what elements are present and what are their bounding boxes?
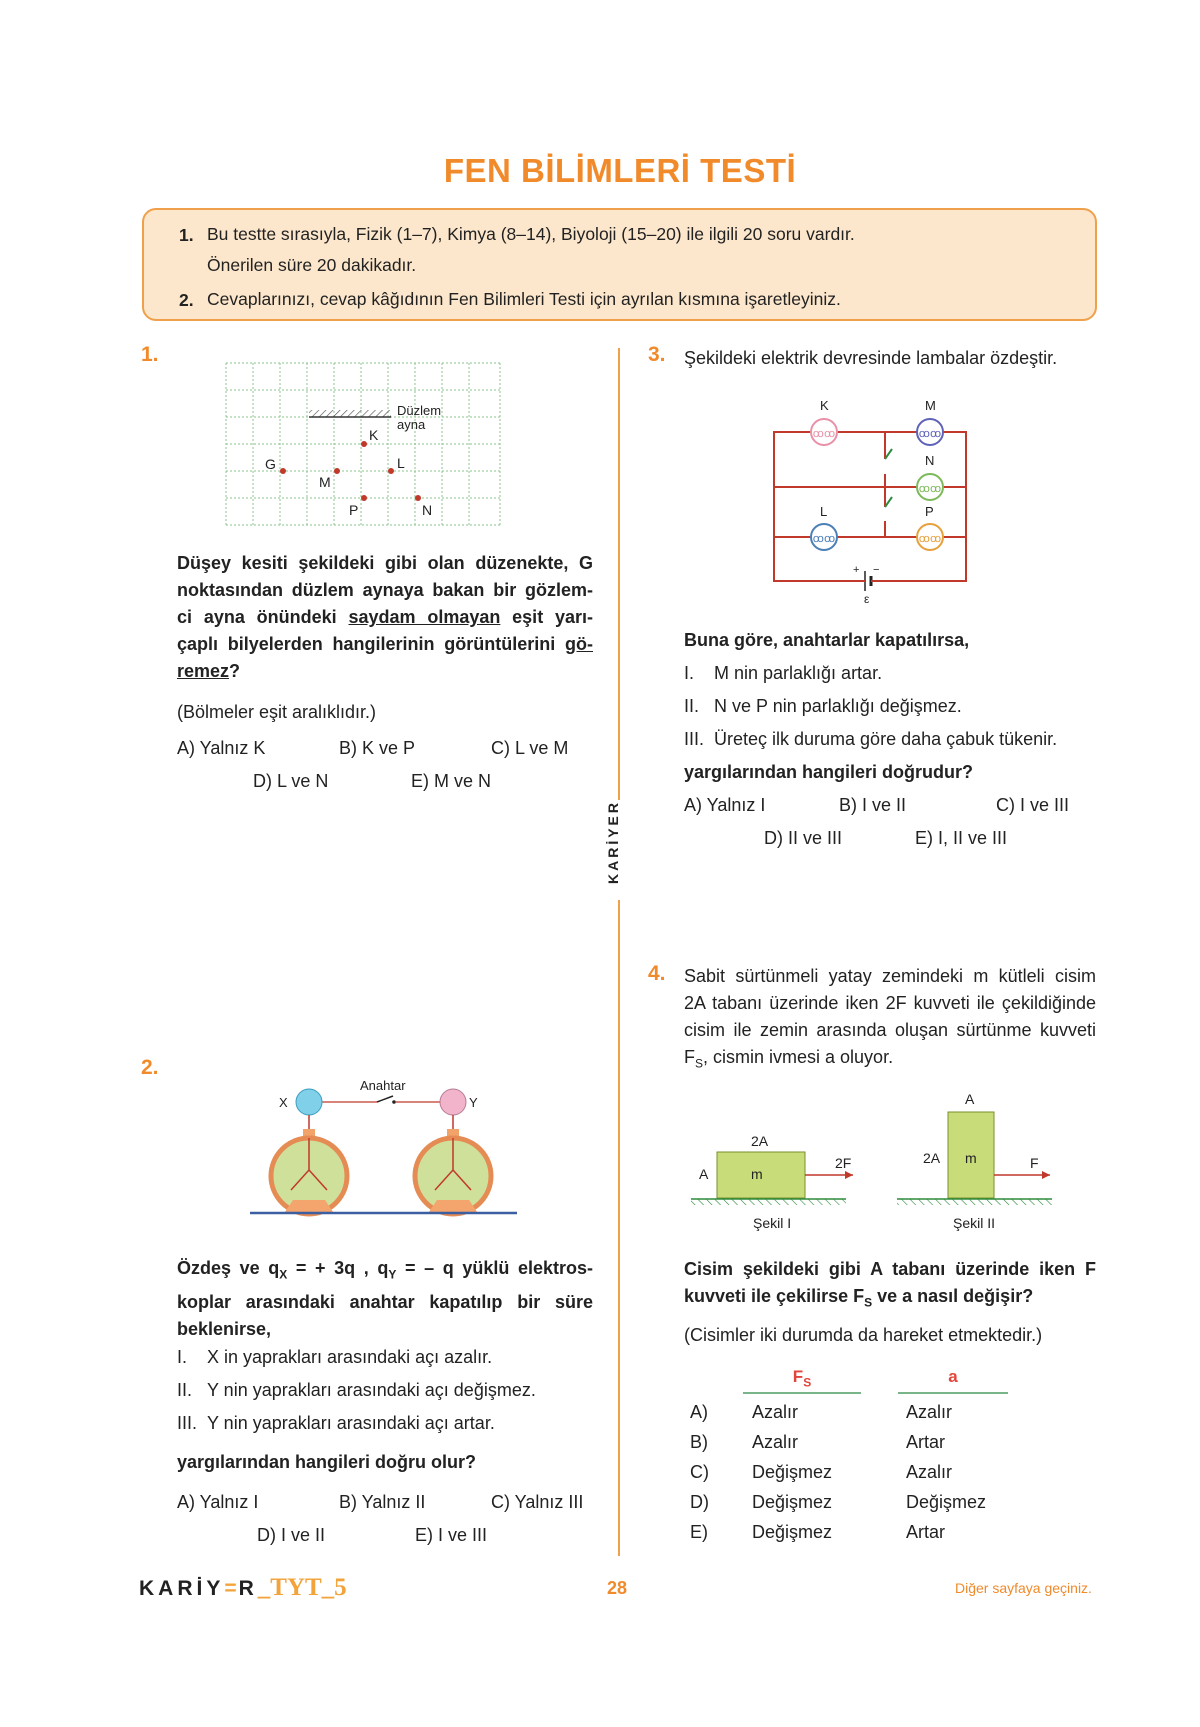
statement: I. X in yaprakları arasındaki açı azalır.	[177, 1347, 493, 1367]
answer-option[interactable]: B) I ve II	[839, 795, 907, 815]
question-note: (Bölmeler eşit aralıklıdır.)	[177, 702, 377, 722]
answer-option[interactable]: A) Yalnız K	[177, 738, 266, 758]
answer-option[interactable]: A) Yalnız I	[684, 795, 766, 815]
point-label: L	[397, 455, 405, 471]
svg-text:2F: 2F	[835, 1155, 852, 1171]
statement: I. M nin parlaklığı artar.	[684, 663, 883, 683]
question-number: 4.	[648, 962, 666, 985]
electroscope-figure	[245, 1072, 525, 1232]
table-row[interactable]: D) Değişmez Değişmez	[690, 1492, 987, 1512]
lamp-label: M	[925, 398, 936, 413]
svg-text:m: m	[965, 1150, 977, 1166]
header-underline	[743, 1392, 861, 1394]
figure-2	[897, 1091, 1052, 1231]
table-row[interactable]: E) Değişmez Artar	[690, 1522, 946, 1542]
ball-K	[361, 441, 367, 447]
answer-table	[690, 1397, 1090, 1547]
svg-text:2A: 2A	[923, 1150, 941, 1166]
lamp-N	[917, 474, 943, 500]
svg-text:ε: ε	[864, 592, 870, 605]
answer-option[interactable]: B) Yalnız II	[339, 1492, 426, 1512]
answer-option[interactable]: D) II ve III	[764, 828, 843, 848]
switch-lower	[885, 497, 892, 507]
point-label: K	[369, 427, 379, 443]
answer-option[interactable]: C) Yalnız III	[491, 1492, 584, 1512]
statement: II. Y nin yaprakları arasındaki açı değişmez.	[177, 1380, 536, 1400]
svg-text:A: A	[699, 1166, 709, 1182]
question-number: 2.	[141, 1056, 159, 1079]
figure-1	[691, 1133, 853, 1231]
table-row[interactable]: C) Değişmez Azalır	[690, 1462, 953, 1482]
instruction-text: Önerilen süre 20 dakikadır.	[207, 255, 417, 275]
answer-option[interactable]: E) I ve III	[415, 1525, 488, 1545]
question-stem: Düşey kesiti şekildeki gibi olan düzenekte, G noktasından düzlem aynaya bakan bir gözlem- ci ayna önündeki saydam olmayan eşit yarı- çaplı bilyelerden hangilerinin görüntülerini gö- remez?	[177, 553, 594, 681]
svg-text:ꝏꝏ: ꝏꝏ	[812, 428, 836, 440]
svg-text:F: F	[1030, 1155, 1039, 1171]
instruction-text: Bu testte sırasıyla, Fizik (1–7), Kimya (8–14), Biyoloji (15–20) ile ilgili 20 soru vardır.	[207, 224, 855, 244]
header-underline	[898, 1392, 1008, 1394]
table-header-a: a	[948, 1367, 958, 1386]
svg-text:ꝏꝏ: ꝏꝏ	[918, 428, 942, 440]
answer-option[interactable]: C) L ve M	[491, 738, 569, 758]
column-divider	[618, 348, 620, 1556]
answer-option[interactable]: E) I, II ve III	[915, 828, 1008, 848]
question-stem: Sabit sürtünmeli yatay zemindeki m kütleli cisim 2A tabanı üzerinde iken 2F kuvveti ile çekildiğinde cisim ile zemin arasında oluşan sürtünme kuvveti $F_S$, cismin ivmesi a oluyor.	[684, 966, 1096, 1071]
page-number: 28	[607, 1578, 628, 1598]
lamp-K	[811, 419, 837, 445]
svg-text:Şekil I: Şekil I	[753, 1215, 792, 1231]
svg-text:−: −	[873, 564, 880, 576]
lamp-label: N	[925, 453, 935, 468]
statement: II. N ve P nin parlaklığı değişmez.	[684, 696, 962, 716]
table-row[interactable]: A) Azalır Azalır	[690, 1402, 953, 1422]
question-number: 1.	[141, 343, 159, 366]
mirror-hatch	[309, 410, 391, 417]
switch-upper	[885, 449, 892, 459]
point-label: M	[319, 474, 331, 490]
svg-text:2A: 2A	[751, 1133, 769, 1149]
switch-label: Anahtar	[360, 1078, 406, 1093]
ball-N	[415, 495, 421, 501]
electroscope-label: Y	[469, 1095, 478, 1110]
ball-M	[334, 468, 340, 474]
svg-text:ꝏꝏ: ꝏꝏ	[918, 533, 942, 545]
question-stem: Özdeş ve $q_X$ = + 3q , $q_Y$ = – q yüklü elektros- koplar arasındaki anahtar kapatılıp bir süre beklenirse,	[177, 1258, 593, 1339]
mirror-grid-figure	[225, 362, 507, 532]
svg-text:ꝏꝏ: ꝏꝏ	[918, 483, 942, 495]
instruction-number: 1.	[179, 225, 194, 245]
page-title: FEN BİLİMLERİ TESTİ	[443, 152, 797, 189]
sphere-X	[296, 1089, 322, 1115]
svg-text:+: +	[853, 564, 860, 576]
table-header-fs: $F_S$	[792, 1367, 812, 1390]
point-label: N	[422, 502, 433, 518]
instruction-number: 2.	[179, 290, 194, 310]
lamp-label: K	[820, 398, 829, 413]
question-prompt: yargılarından hangileri doğrudur?	[684, 762, 974, 782]
answer-option[interactable]: D) I ve II	[257, 1525, 326, 1545]
instructions-box	[142, 208, 1097, 321]
lamp-label: P	[925, 504, 934, 519]
lamp-M	[917, 419, 943, 445]
circuit-figure	[765, 395, 985, 605]
question-prompt: yargılarından hangileri doğru olur?	[177, 1452, 477, 1472]
question-stem: Şekildeki elektrik devresinde lambalar özdeştir.	[684, 348, 1058, 368]
svg-text:Şekil II: Şekil II	[953, 1215, 996, 1231]
lamp-label: L	[820, 504, 828, 519]
answer-option[interactable]: C) I ve III	[996, 795, 1070, 815]
point-G	[280, 468, 286, 474]
point-label: P	[349, 502, 359, 518]
svg-text:m: m	[751, 1166, 763, 1182]
next-page-note: Diğer sayfaya geçiniz.	[955, 1580, 1092, 1596]
instruction-text: Cevaplarınızı, cevap kâğıdının Fen Bilimleri Testi için ayrılan kısmına işaretleyiniz.	[207, 289, 841, 309]
mirror-label: Düzlem	[397, 403, 442, 418]
svg-text:ꝏꝏ: ꝏꝏ	[812, 533, 836, 545]
switch	[377, 1096, 393, 1102]
answer-option[interactable]: E) M ve N	[411, 771, 492, 791]
statement: III. Üreteç ilk duruma göre daha çabuk tükenir.	[684, 729, 1058, 749]
lamp-L	[811, 524, 837, 550]
answer-option[interactable]: D) L ve N	[253, 771, 329, 791]
question-lead: Buna göre, anahtarlar kapatılırsa,	[684, 630, 970, 650]
point-label: G	[265, 456, 276, 472]
table-row[interactable]: B) Azalır Artar	[690, 1432, 946, 1452]
question-note: (Cisimler iki durumda da hareket etmektedir.)	[684, 1325, 1043, 1345]
ball-L	[388, 468, 394, 474]
mirror-label: ayna	[397, 417, 426, 432]
answer-option[interactable]: B) K ve P	[339, 738, 416, 758]
side-brand: KARİYER	[600, 800, 640, 900]
statement: III. Y nin yaprakları arasındaki açı artar.	[177, 1413, 495, 1433]
question-number: 3.	[648, 343, 666, 366]
sphere-Y	[440, 1089, 466, 1115]
electroscope-label: X	[279, 1095, 288, 1110]
question-stem: Cisim şekildeki gibi A tabanı üzerinde iken F kuvveti ile çekilirse $F_S$ ve a nasıl değişir?	[684, 1259, 1096, 1310]
lamp-P	[917, 524, 943, 550]
answer-option[interactable]: A) Yalnız I	[177, 1492, 259, 1512]
footer-logo: KARİY=R_TYT_5	[139, 1574, 347, 1601]
block-figures	[685, 1085, 1060, 1245]
svg-text:A: A	[965, 1091, 975, 1107]
ball-P	[361, 495, 367, 501]
